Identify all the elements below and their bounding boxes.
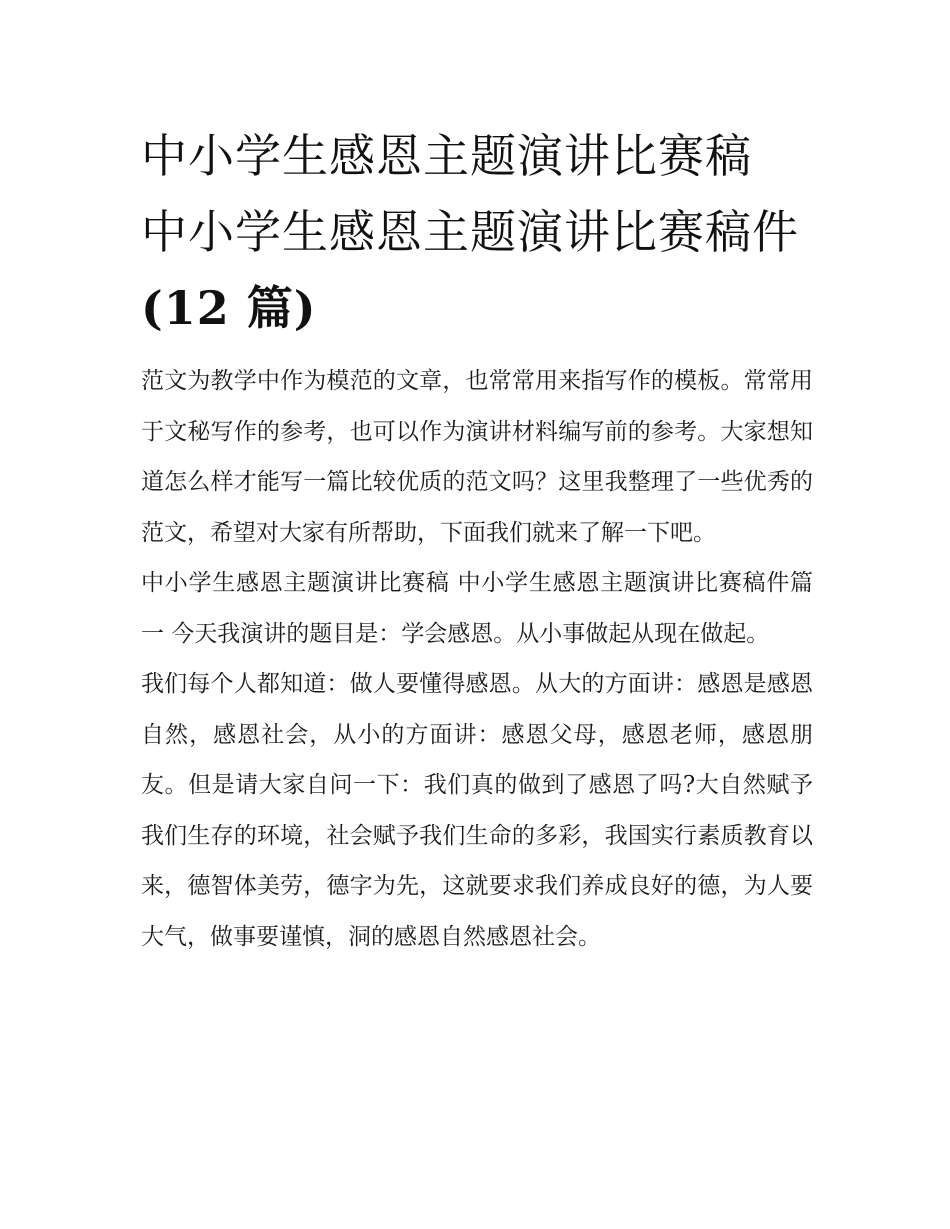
title-count: (12 篇) <box>141 281 317 335</box>
body-paragraph: 我们每个人都知道：做人要懂得感恩。从大的方面讲：感恩是感恩自然，感恩社会，从小的方面讲：感恩父母，感恩老师，感恩朋友。但是请大家自问一下：我们真的做到了感恩了吗?大自然赋予我们生存的环境，社会赋予我们生命的多彩，我国实行素质教育以来，德智体美劳，德字为先，这就要求我们养成良好的德，为人要大气，做事要谨慎，洞的感恩自然感恩社会。 <box>141 671 813 950</box>
document-title <box>141 118 813 346</box>
section-heading-paragraph: 中小学生感恩主题演讲比赛稿 中小学生感恩主题演讲比赛稿件篇一 今天我演讲的题目是：学会感恩。从小事做起从现在做起。 <box>141 570 813 647</box>
title-text: 中小学生感恩主题演讲比赛稿 中小学生感恩主题演讲比赛稿件 <box>141 129 799 259</box>
document-page <box>141 118 813 962</box>
intro-paragraph: 范文为教学中作为模范的文章，也常常用来指写作的模板。常常用于文秘写作的参考，也可以作为演讲材料编写前的参考。大家想知道怎么样才能写一篇比较优质的范文吗？这里我整理了一些优秀的范文，希望对大家有所帮助，下面我们就来了解一下吧。 <box>141 368 813 546</box>
